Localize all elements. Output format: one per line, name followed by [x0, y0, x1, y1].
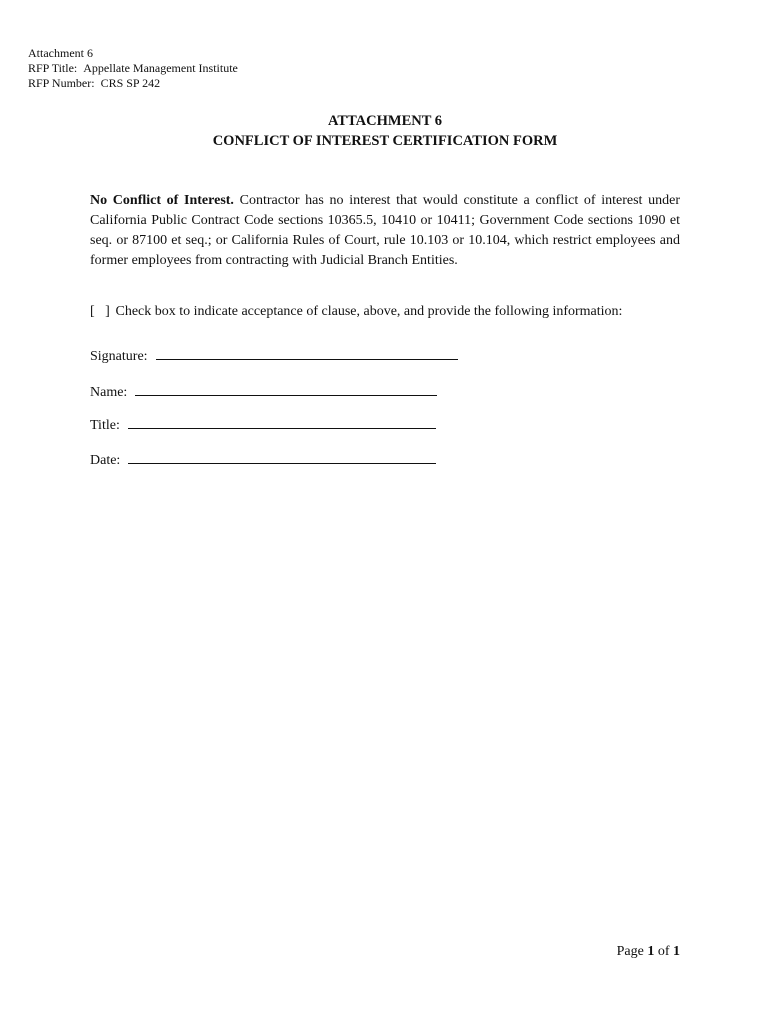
- rfp-number-row: [28, 76, 238, 91]
- conflict-clause: [90, 191, 680, 271]
- signature-label: Signature:: [90, 349, 148, 364]
- name-line[interactable]: [135, 381, 437, 396]
- rfp-title-value: Appellate Management Institute: [83, 61, 238, 75]
- rfp-number-value: CRS SP 242: [100, 76, 161, 90]
- title-form-name: CONFLICT OF INTEREST CERTIFICATION FORM: [212, 133, 558, 149]
- rfp-title-label: RFP Title:: [28, 61, 78, 75]
- date-field: [90, 449, 436, 471]
- title-line[interactable]: [128, 414, 436, 429]
- date-line[interactable]: [128, 449, 436, 464]
- name-field: [90, 381, 437, 403]
- title-attachment: ATTACHMENT 6: [328, 113, 442, 129]
- document-header: [28, 46, 238, 91]
- checkbox-close-bracket: ]: [105, 304, 110, 319]
- of-word: of: [657, 944, 670, 959]
- checkbox-instruction: Check box to indicate acceptance of clause, above, and provide the following information:: [115, 304, 623, 319]
- checkbox-open-bracket: [: [90, 304, 95, 319]
- acceptance-checkbox-row: [90, 302, 622, 322]
- page-number: [617, 942, 680, 962]
- rfp-number-label: RFP Number:: [28, 76, 95, 90]
- total-pages: 1: [673, 944, 680, 959]
- signature-line[interactable]: [156, 345, 458, 360]
- clause-body: Contractor has no interest that would constitute a conflict of interest under California Public Contract Code sections 10365.5, 10410 or 10411; Government Code sections 1090 et seq. or 87100 et seq.; or California Rules of Court, rule 10.103 or 10.104, which restrict employees and former employees from contracting with Judicial Branch Entities.: [90, 193, 681, 268]
- date-label: Date:: [90, 453, 121, 468]
- acceptance-checkbox[interactable]: [90, 302, 112, 322]
- page-title: [0, 111, 770, 151]
- rfp-title-row: [28, 61, 238, 76]
- current-page: 1: [647, 944, 655, 959]
- title-field: [90, 414, 436, 436]
- clause-heading: No Conflict of Interest.: [90, 193, 234, 208]
- signature-field: [90, 345, 458, 367]
- page-word: Page: [616, 944, 644, 959]
- attachment-label: Attachment 6: [28, 46, 93, 60]
- name-label: Name:: [90, 385, 128, 400]
- title-label: Title:: [90, 418, 120, 433]
